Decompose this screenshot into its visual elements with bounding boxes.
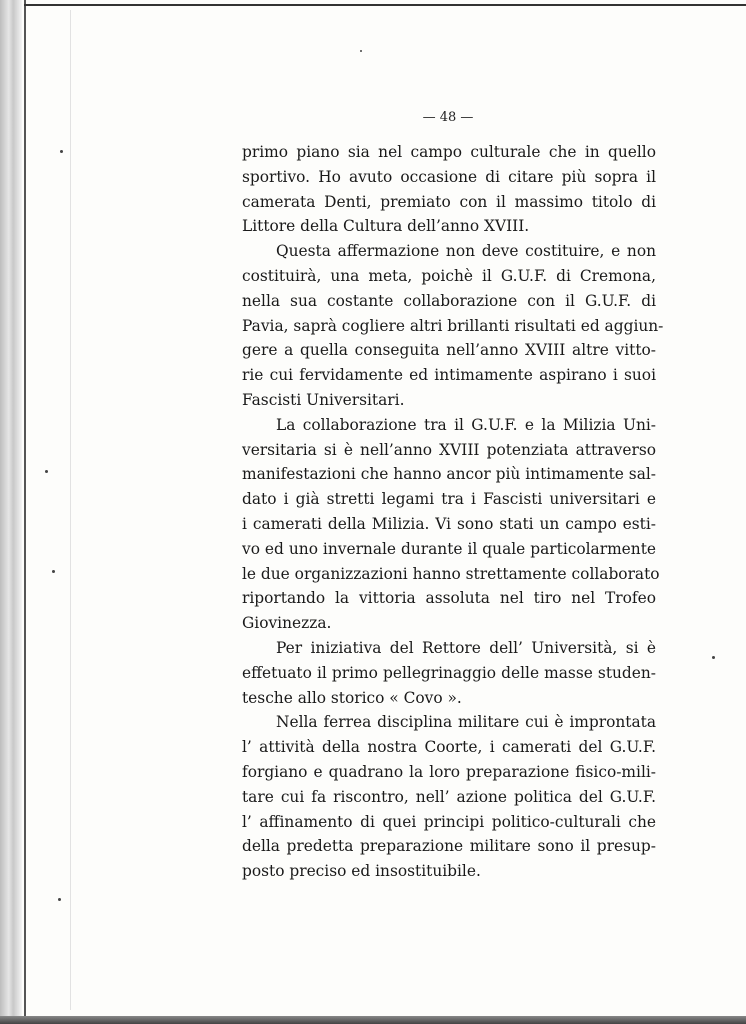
- text-line: gere a quella conseguita nell’anno XVIII altre vitto-: [242, 341, 656, 360]
- scan-speck: [712, 656, 715, 659]
- text-line: Giovinezza.: [242, 614, 332, 633]
- scan-speck: [58, 898, 61, 901]
- scan-speck: [60, 150, 63, 153]
- text-line: i camerati della Milizia. Vi sono stati un campo esti-: [242, 514, 656, 533]
- text-line: costituirà, una meta, poichè il G.U.F. di Cremona,: [242, 266, 656, 285]
- text-line: dato i già stretti legami tra i Fascisti universitari e: [242, 490, 656, 509]
- text-line: Littore della Cultura dell’anno XVIII.: [242, 217, 530, 236]
- book-binding-edge: [0, 0, 22, 1024]
- text-line: l’ attività della nostra Coorte, i camerati del G.U.F.: [242, 738, 656, 757]
- text-line: tesche allo storico « Covo ».: [242, 688, 462, 707]
- body-text: [242, 140, 664, 884]
- text-line: Pavia, saprà cogliere altri brillanti risultati ed aggiun-: [242, 316, 664, 335]
- scan-speck: [45, 470, 48, 473]
- top-page-edge: [24, 4, 746, 6]
- text-line: l’ affinamento di quei principi politico-culturali che: [242, 812, 656, 831]
- text-line: Questa affermazione non deve costituire, e non: [276, 242, 656, 261]
- text-line: vo ed uno invernale durante il quale particolarmente: [242, 539, 656, 558]
- margin-line: [70, 10, 71, 1010]
- text-line: manifestazioni che hanno ancor più intimamente sal-: [242, 465, 656, 484]
- text-line: della predetta preparazione militare sono il presup-: [242, 837, 656, 856]
- text-line: forgiano e quadrano la loro preparazione fisico-mili-: [242, 762, 656, 781]
- text-line: Fascisti Universitari.: [242, 390, 405, 409]
- text-line: camerata Denti, premiato con il massimo titolo di: [242, 192, 656, 211]
- text-line: sportivo. Ho avuto occasione di citare più sopra il: [242, 167, 656, 186]
- bottom-page-edge: [0, 1016, 746, 1024]
- text-line: posto preciso ed insostituibile.: [242, 862, 481, 881]
- text-line: Nella ferrea disciplina militare cui è improntata: [276, 713, 656, 732]
- page-number: — 48 —: [422, 110, 474, 125]
- text-line: effetuato il primo pellegrinaggio delle masse studen-: [242, 663, 656, 682]
- binding-line: [24, 0, 26, 1024]
- text-line: nella sua costante collaborazione con il G.U.F. di: [242, 291, 656, 310]
- text-line: La collaborazione tra il G.U.F. e la Milizia Uni-: [276, 415, 656, 434]
- text-line: rie cui fervidamente ed intimamente aspirano i suoi: [242, 366, 656, 385]
- text-line: versitaria si è nell’anno XVIII potenziata attraverso: [242, 440, 656, 459]
- text-line: Per iniziativa del Rettore dell’ Università, si è: [276, 638, 656, 657]
- scan-speck: [360, 50, 362, 52]
- scan-speck: [52, 570, 55, 573]
- text-line: riportando la vittoria assoluta nel tiro nel Trofeo: [242, 589, 656, 608]
- text-line: le due organizzazioni hanno strettamente collaborato: [242, 564, 660, 583]
- text-line: primo piano sia nel campo culturale che in quello: [242, 143, 656, 161]
- text-line: tare cui fa riscontro, nell’ azione politica del G.U.F.: [242, 787, 656, 806]
